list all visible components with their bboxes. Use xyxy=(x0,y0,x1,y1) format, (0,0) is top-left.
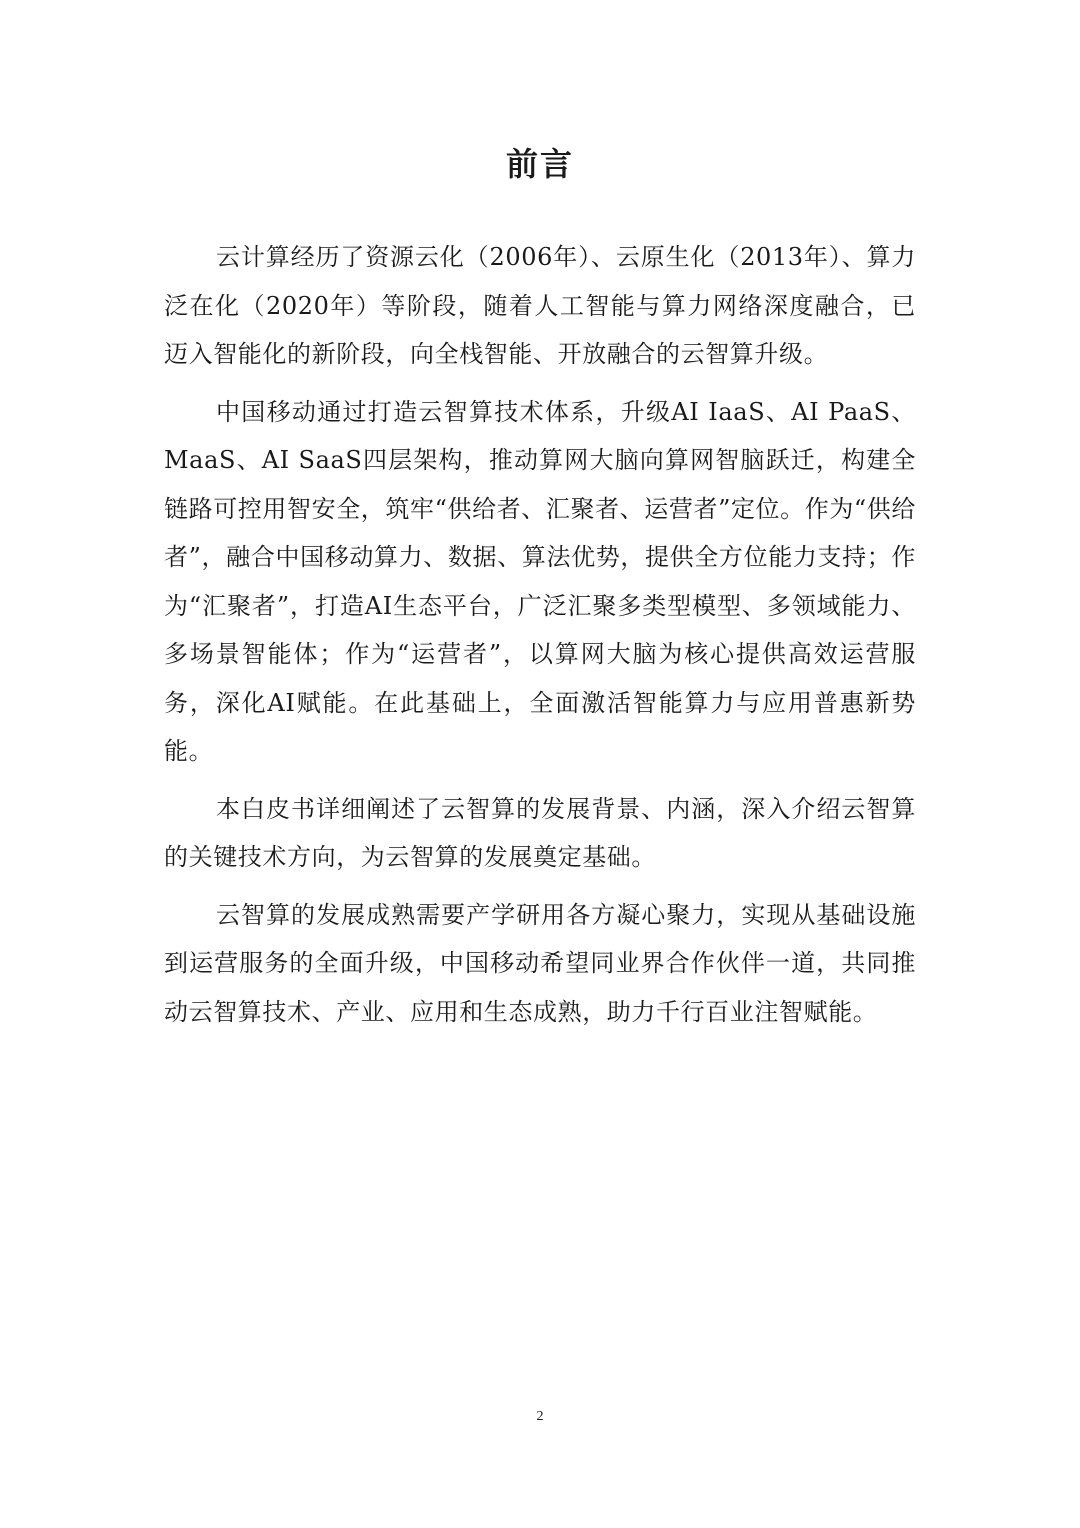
document-body xyxy=(164,233,916,1045)
paragraph-1: 云计算经历了资源云化（2006年）、云原生化（2013年）、算力泛在化（2020年）等阶段，随着人工智能与算力网络深度融合，已迈入智能化的新阶段，向全栈智能、开放融合的云智算升级。 xyxy=(164,243,916,368)
paragraph-3: 本白皮书详细阐述了云智算的发展背景、内涵，深入介绍云智算的关键技术方向，为云智算的发展奠定基础。 xyxy=(164,794,916,871)
page-title: 前言 xyxy=(505,145,574,183)
page-number: 2 xyxy=(536,1409,544,1424)
paragraph-2: 中国移动通过打造云智算技术体系，升级AI IaaS、AI PaaS、MaaS、AI SaaS四层架构，推动算网大脑向算网智脑跃迁，构建全链路可控用智安全，筑牢“供给者、汇聚者、运营者”定位。作为“供给者”，融合中国移动算力、数据、算法优势，提供全方位能力支持；作为“汇聚者”，打造AI生态平台，广泛汇聚多类型模型、多领域能力、多场景智能体；作为“运营者”，以算网大脑为核心提供高效运营服务，深化AI赋能。在此基础上，全面激活智能算力与应用普惠新势能。 xyxy=(164,397,917,765)
paragraph-4: 云智算的发展成熟需要产学研用各方凝心聚力，实现从基础设施到运营服务的全面升级，中国移动希望同业界合作伙伴一道，共同推动云智算技术、产业、应用和生态成熟，助力千行百业注智赋能。 xyxy=(164,900,916,1026)
